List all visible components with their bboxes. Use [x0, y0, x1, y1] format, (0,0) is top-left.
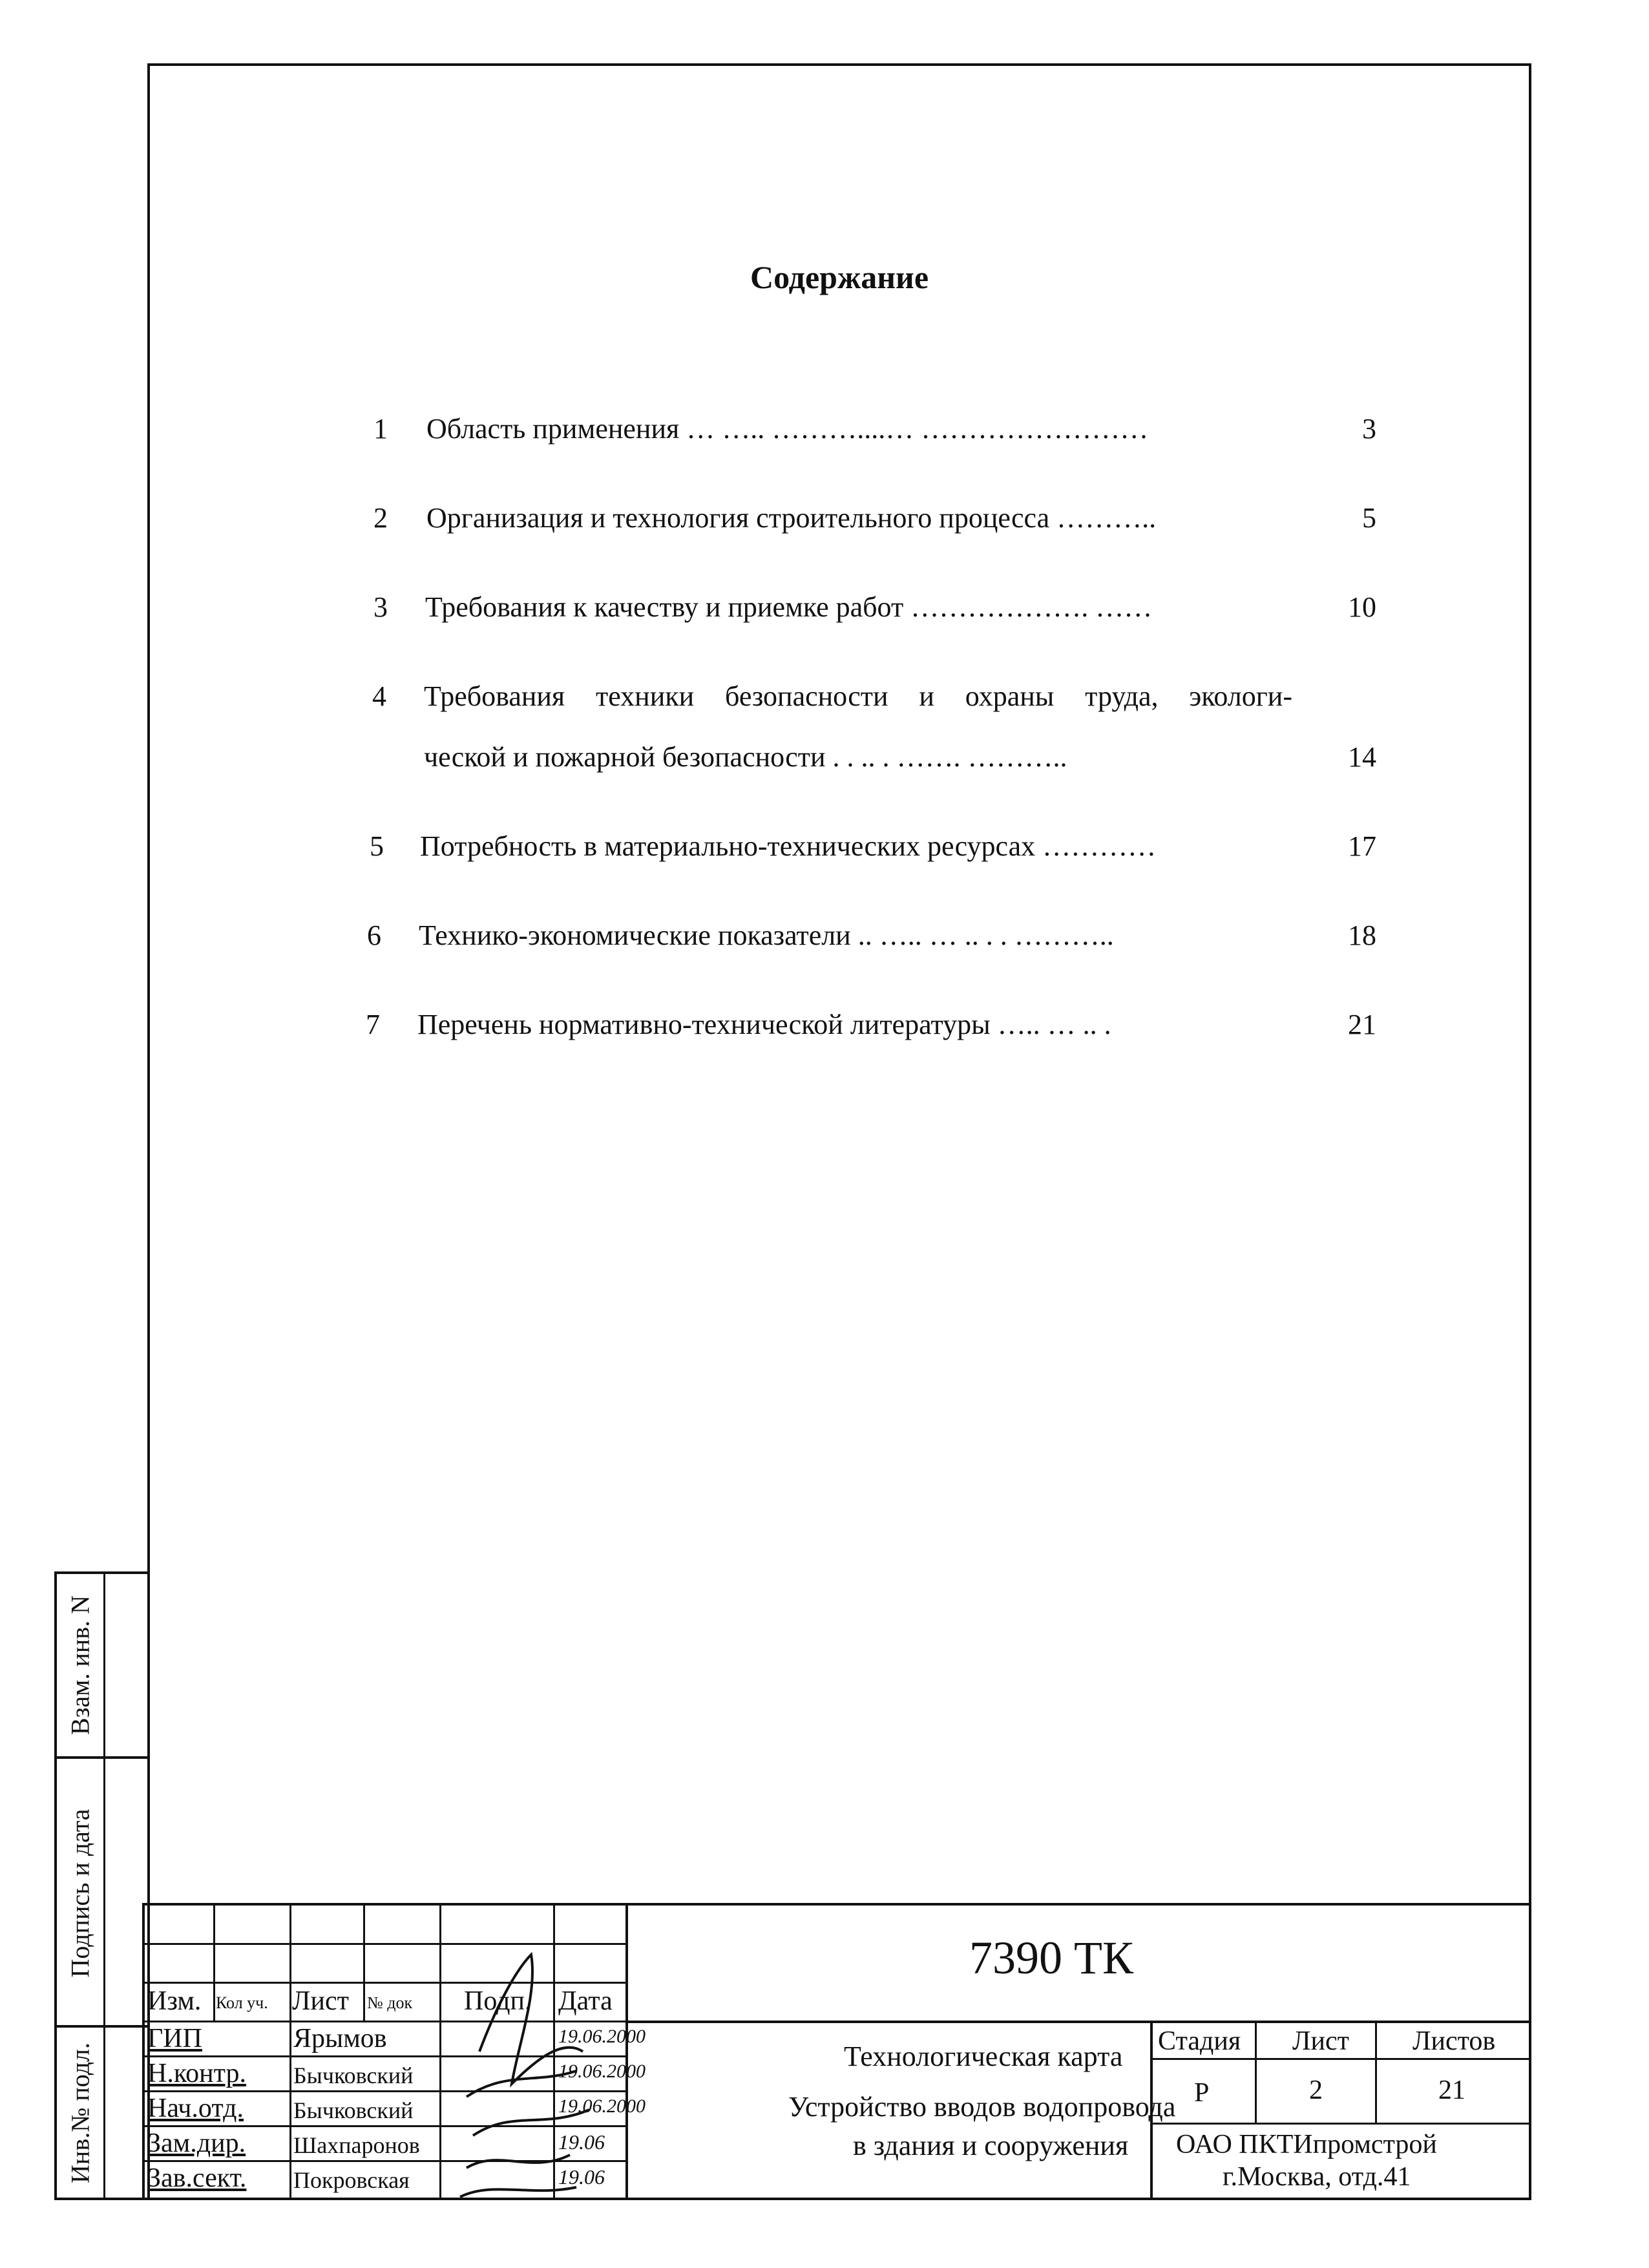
doc-title-line: Устройство вводов водопровода [788, 2091, 1176, 2123]
side-strip-inv-podl [54, 2025, 150, 2200]
role: Зам.дир. [147, 2128, 246, 2158]
sign-date: 19.06.2000 [558, 2061, 646, 2082]
person-name: Покровская [293, 2167, 410, 2193]
title-block [142, 1903, 1531, 2200]
toc-num: 7 [366, 1009, 380, 1040]
sign-date: 19.06.2000 [558, 2026, 646, 2047]
toc-text: Требования к качеству и приемке работ ………………. …… [425, 591, 1153, 623]
header-data: Дата [558, 1986, 613, 2016]
sheet-label: Лист [1292, 2026, 1349, 2056]
org-name: ОАО ПКТИпромстрой [1176, 2130, 1437, 2159]
side-label: Инв.№ подл. [65, 2042, 95, 2183]
toc-text: Перечень нормативно-технической литературы ….. … .. . [417, 1009, 1111, 1040]
side-strip-vzam-inv [54, 1571, 150, 1759]
sign-date: 19.06.2000 [558, 2095, 646, 2117]
toc-text: ческой и пожарной безопасности . . .. . ……. ……….. [424, 741, 1067, 773]
role: ГИП [147, 2024, 202, 2053]
toc-page: 10 [1348, 591, 1376, 623]
header-list: Лист [292, 1986, 349, 2016]
toc-page: 5 [1362, 502, 1376, 534]
sign-date: 19.06 [558, 2165, 605, 2189]
role: Нач.отд. [147, 2094, 244, 2123]
toc-num: 5 [370, 830, 384, 862]
toc-page: 17 [1348, 830, 1376, 862]
person-name: Ярымов [293, 2024, 387, 2053]
toc-text: Организация и технология строительного процесса ……….. [426, 502, 1157, 534]
toc-text: Требования техники безопасности и охраны труда, экологи- [424, 680, 1292, 712]
person-name: Бычковский [293, 2097, 414, 2123]
toc-num: 6 [367, 919, 381, 951]
header-izm: Изм. [147, 1986, 202, 2016]
doc-title-line: Технологическая карта [844, 2041, 1123, 2072]
doc-code: 7390 ТК [969, 1932, 1134, 1984]
toc-num: 3 [373, 591, 388, 623]
role: Н.контр. [147, 2059, 246, 2088]
signature-icon [441, 1942, 635, 2200]
toc-num: 1 [373, 413, 388, 445]
toc-num: 2 [373, 502, 388, 534]
toc-page: 18 [1348, 919, 1376, 951]
sheets-label: Листов [1413, 2026, 1496, 2056]
role: Зав.сект. [147, 2163, 247, 2193]
person-name: Бычковский [293, 2063, 414, 2088]
stage-label: Стадия [1158, 2026, 1241, 2056]
page-title: Содержание [750, 259, 929, 295]
page-frame [147, 63, 1531, 2200]
toc-text: Потребность в материально-технических ресурсах ………… [420, 830, 1157, 862]
sheet-value: 2 [1309, 2075, 1323, 2105]
toc-num: 4 [372, 680, 386, 712]
org-address: г.Москва, отд.41 [1223, 2162, 1411, 2192]
doc-title-line: в здания и сооружения [853, 2130, 1129, 2161]
sign-date: 19.06 [558, 2130, 605, 2154]
side-strip-podpis-data [54, 1756, 150, 2028]
toc-text: Область применения … ….. ………....… …………………… [426, 413, 1149, 445]
sheets-value: 21 [1438, 2075, 1465, 2105]
toc-page: 14 [1348, 741, 1376, 773]
toc-page: 21 [1348, 1009, 1376, 1040]
side-label: Взам. инв. N [65, 1595, 95, 1736]
header-podp: Подп. [464, 1986, 532, 2016]
side-label: Подпись и дата [65, 1809, 95, 1978]
stage-value: Р [1194, 2078, 1210, 2108]
person-name: Шахпаронов [293, 2132, 420, 2158]
header-no-dok: № док [367, 1993, 413, 2012]
toc-text: Технико-экономические показатели .. ….. … .. . . ……….. [419, 919, 1114, 951]
toc-page: 3 [1362, 413, 1376, 445]
header-kol-uch: Кол уч. [216, 1993, 268, 2012]
